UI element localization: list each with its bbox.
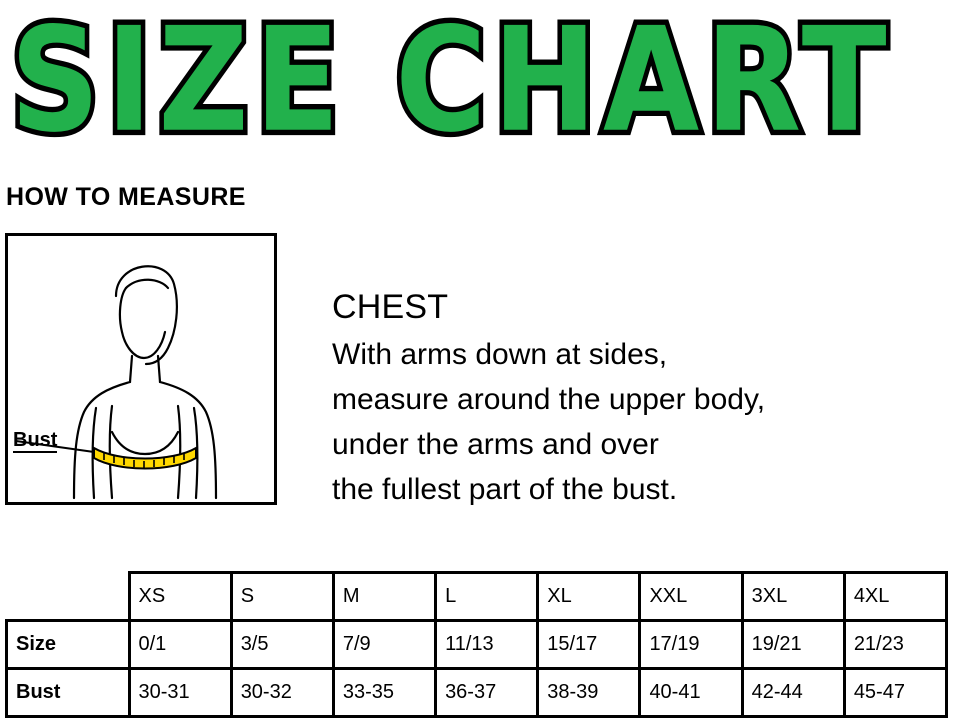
table-header-s: S	[231, 573, 333, 621]
measurement-illustration	[5, 233, 277, 505]
page-title	[0, 0, 953, 150]
size-chart-title-graphic	[0, 0, 953, 150]
bust-s: 30-32	[231, 669, 333, 717]
bust-xl: 38-39	[538, 669, 640, 717]
size-l: 11/13	[436, 621, 538, 669]
table-header-xs: XS	[129, 573, 231, 621]
chest-desc-line-4: the fullest part of the bust.	[332, 473, 678, 506]
size-xxl: 17/19	[640, 621, 742, 669]
chest-description	[332, 290, 932, 512]
table-header-4xl: 4XL	[844, 573, 946, 621]
bust-callout-label: Bust	[13, 429, 58, 451]
table-header-xxl: XXL	[640, 573, 742, 621]
table-row	[7, 669, 947, 717]
size-3xl: 19/21	[742, 621, 844, 669]
bust-l: 36-37	[436, 669, 538, 717]
bust-4xl: 45-47	[844, 669, 946, 717]
table-header-l: L	[436, 573, 538, 621]
bust-xs: 30-31	[129, 669, 231, 717]
row-label-bust: Bust	[7, 669, 130, 717]
how-to-measure-heading: HOW TO MEASURE	[6, 183, 246, 211]
title-text: SIZE CHART	[10, 0, 893, 150]
size-chart-table	[5, 571, 948, 718]
table-header-m: M	[333, 573, 435, 621]
table-header-row	[7, 573, 947, 621]
chest-desc-line-3: under the arms and over	[332, 428, 659, 461]
woman-torso-icon	[8, 236, 274, 502]
chest-desc-line-1: With arms down at sides,	[332, 338, 668, 371]
size-m: 7/9	[333, 621, 435, 669]
size-xl: 15/17	[538, 621, 640, 669]
chest-desc-line-2: measure around the upper body,	[332, 383, 766, 416]
table-row	[7, 621, 947, 669]
table-corner-cell	[7, 573, 130, 621]
bust-xxl: 40-41	[640, 669, 742, 717]
size-s: 3/5	[231, 621, 333, 669]
table-header-3xl: 3XL	[742, 573, 844, 621]
size-4xl: 21/23	[844, 621, 946, 669]
bust-m: 33-35	[333, 669, 435, 717]
table-header-xl: XL	[538, 573, 640, 621]
bust-3xl: 42-44	[742, 669, 844, 717]
chest-heading: CHEST	[332, 288, 449, 326]
row-label-size: Size	[7, 621, 130, 669]
size-xs: 0/1	[129, 621, 231, 669]
